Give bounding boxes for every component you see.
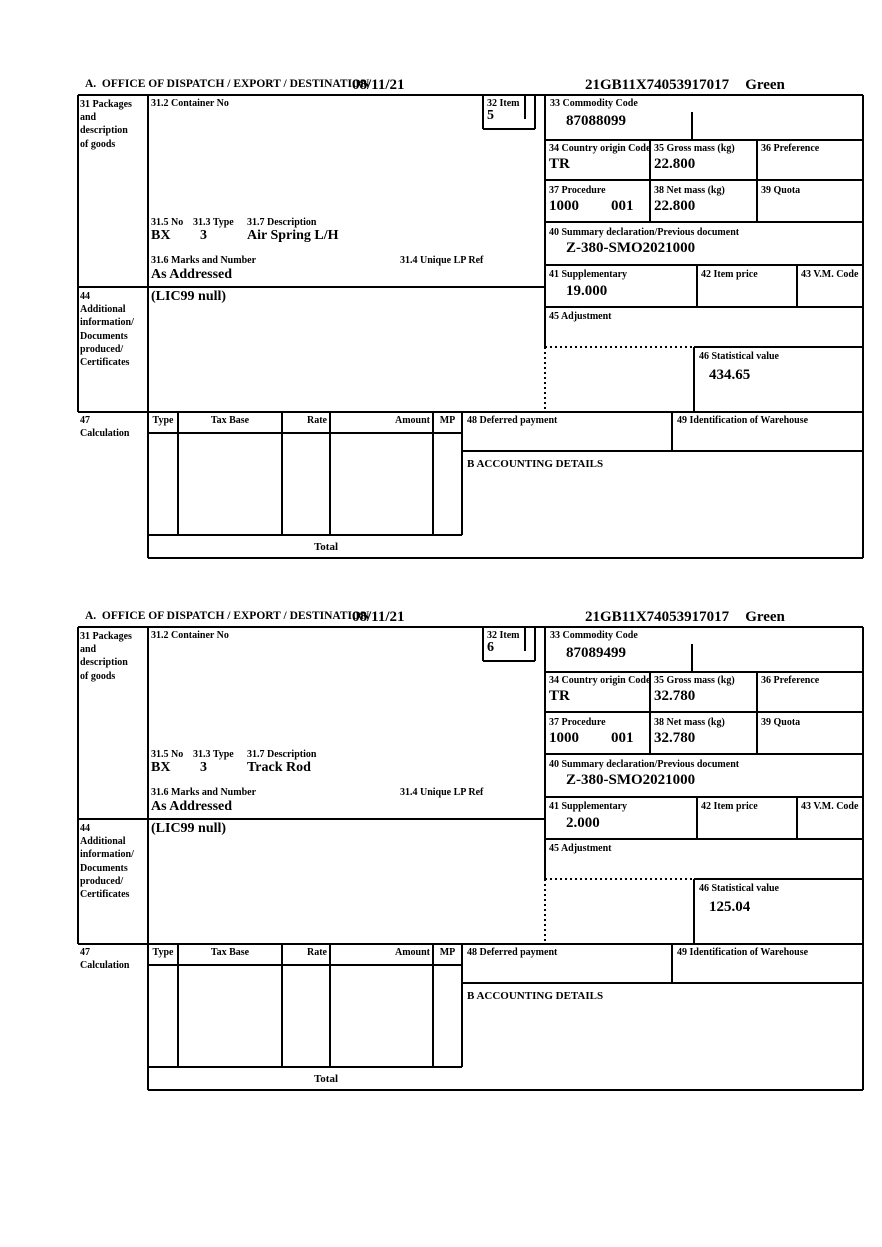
commodity-code-value: 87089499 <box>566 645 626 661</box>
dispatch-date: 08/11/21 <box>352 609 405 625</box>
statistical-value-label: 46 Statistical value <box>699 883 779 894</box>
office-of-dispatch-label: A. OFFICE OF DISPATCH / EXPORT / DESTINATION <box>85 78 370 90</box>
routing-status: Green <box>745 77 785 93</box>
summary-declaration-label: 40 Summary declaration/Previous document <box>549 759 740 770</box>
tax-rate-header: Rate <box>307 947 327 958</box>
box44-additional-info-label: 44 Additional information/ Documents produced/ Certificates <box>80 823 134 901</box>
supplementary-value: 2.000 <box>566 815 600 831</box>
tax-amount-header: Amount <box>394 947 430 958</box>
accounting-details-label: B ACCOUNTING DETAILS <box>467 458 604 470</box>
package-type-label: 31.3 Type <box>193 749 234 760</box>
net-mass-value: 22.800 <box>654 198 696 214</box>
tax-mp-header: MP <box>439 947 456 958</box>
tax-type-header: Type <box>152 947 174 958</box>
preference-label: 36 Preference <box>761 143 820 154</box>
marks-and-number-value: As Addressed <box>151 799 233 814</box>
movement-reference-number: 21GB11X74053917017 <box>585 609 730 625</box>
summary-declaration-label: 40 Summary declaration/Previous document <box>549 227 740 238</box>
tax-base-header: Tax Base <box>210 415 250 426</box>
additional-info-value: (LIC99 null) <box>151 821 227 836</box>
box47-calculation-label: 47 Calculation <box>80 415 130 440</box>
marks-and-number-label: 31.6 Marks and Number <box>151 255 257 266</box>
item-label: 32 Item <box>487 98 520 109</box>
supplementary-value: 19.000 <box>566 283 608 299</box>
procedure-value-2: 001 <box>611 730 634 746</box>
item-price-label: 42 Item price <box>701 801 758 812</box>
commodity-code-value: 87088099 <box>566 113 626 129</box>
previous-document-value: Z-380-SMO2021000 <box>566 240 696 256</box>
package-no-label: 31.5 No <box>151 749 184 760</box>
movement-reference-row <box>585 77 785 94</box>
commodity-code-label: 33 Commodity Code <box>550 98 638 109</box>
supplementary-label: 41 Supplementary <box>549 801 628 812</box>
movement-reference-number: 21GB11X74053917017 <box>585 77 730 93</box>
goods-description-value: Track Rod <box>247 760 311 775</box>
routing-status: Green <box>745 609 785 625</box>
container-no-label: 31.2 Container No <box>151 630 229 641</box>
gross-mass-label: 35 Gross mass (kg) <box>654 675 735 686</box>
tax-base-header: Tax Base <box>210 947 250 958</box>
warehouse-id-label: 49 Identification of Warehouse <box>677 947 809 958</box>
accounting-details-label: B ACCOUNTING DETAILS <box>467 990 604 1002</box>
declaration-item-section <box>0 77 882 563</box>
vm-code-label: 43 V.M. Code <box>801 801 859 812</box>
item-number-value: 5 <box>487 108 494 123</box>
warehouse-id-label: 49 Identification of Warehouse <box>677 415 809 426</box>
country-origin-label: 34 Country origin Code <box>549 143 651 154</box>
preference-label: 36 Preference <box>761 675 820 686</box>
item-label: 32 Item <box>487 630 520 641</box>
dispatch-date: 08/11/21 <box>352 77 405 93</box>
declaration-item-section <box>0 609 882 1095</box>
quota-label: 39 Quota <box>761 185 801 196</box>
adjustment-label: 45 Adjustment <box>549 843 612 854</box>
country-origin-value: TR <box>549 688 570 704</box>
box47-calculation-label: 47 Calculation <box>80 947 130 972</box>
tax-amount-header: Amount <box>394 415 430 426</box>
description-label: 31.7 Description <box>247 217 317 228</box>
procedure-label: 37 Procedure <box>549 717 606 728</box>
net-mass-label: 38 Net mass (kg) <box>654 717 725 728</box>
package-no-label: 31.5 No <box>151 217 184 228</box>
tax-type-header: Type <box>152 415 174 426</box>
country-origin-label: 34 Country origin Code <box>549 675 651 686</box>
quota-label: 39 Quota <box>761 717 801 728</box>
adjustment-label: 45 Adjustment <box>549 311 612 322</box>
country-origin-value: TR <box>549 156 570 172</box>
box31-packages-label: 31 Packages and description of goods <box>80 99 132 150</box>
deferred-payment-label: 48 Deferred payment <box>467 947 558 958</box>
marks-and-number-value: As Addressed <box>151 267 233 282</box>
marks-and-number-label: 31.6 Marks and Number <box>151 787 257 798</box>
supplementary-label: 41 Supplementary <box>549 269 628 280</box>
vm-code-label: 43 V.M. Code <box>801 269 859 280</box>
tax-rate-header: Rate <box>307 415 327 426</box>
gross-mass-label: 35 Gross mass (kg) <box>654 143 735 154</box>
package-type-label: 31.3 Type <box>193 217 234 228</box>
item-number-value: 6 <box>487 640 494 655</box>
office-of-dispatch-label: A. OFFICE OF DISPATCH / EXPORT / DESTINATION <box>85 610 370 622</box>
procedure-value-1: 1000 <box>549 198 579 214</box>
package-no-value: BX <box>151 228 171 243</box>
package-type-value: 3 <box>200 760 207 775</box>
package-no-value: BX <box>151 760 171 775</box>
gross-mass-value: 22.800 <box>654 156 696 172</box>
container-no-label: 31.2 Container No <box>151 98 229 109</box>
procedure-label: 37 Procedure <box>549 185 606 196</box>
previous-document-value: Z-380-SMO2021000 <box>566 772 696 788</box>
box31-packages-label: 31 Packages and description of goods <box>80 631 132 682</box>
procedure-value-2: 001 <box>611 198 634 214</box>
item-price-label: 42 Item price <box>701 269 758 280</box>
description-label: 31.7 Description <box>247 749 317 760</box>
tax-total-label: Total <box>313 541 339 553</box>
box44-additional-info-label: 44 Additional information/ Documents produced/ Certificates <box>80 291 134 369</box>
gross-mass-value: 32.780 <box>654 688 696 704</box>
deferred-payment-label: 48 Deferred payment <box>467 415 558 426</box>
package-type-value: 3 <box>200 228 207 243</box>
statistical-value: 434.65 <box>709 367 751 383</box>
net-mass-value: 32.780 <box>654 730 696 746</box>
additional-info-value: (LIC99 null) <box>151 289 227 304</box>
goods-description-value: Air Spring L/H <box>247 228 339 243</box>
statistical-value: 125.04 <box>709 899 751 915</box>
commodity-code-label: 33 Commodity Code <box>550 630 638 641</box>
unique-lp-ref-label: 31.4 Unique LP Ref <box>400 255 484 266</box>
tax-mp-header: MP <box>439 415 456 426</box>
tax-total-label: Total <box>313 1073 339 1085</box>
unique-lp-ref-label: 31.4 Unique LP Ref <box>400 787 484 798</box>
statistical-value-label: 46 Statistical value <box>699 351 779 362</box>
movement-reference-row <box>585 609 785 626</box>
procedure-value-1: 1000 <box>549 730 579 746</box>
net-mass-label: 38 Net mass (kg) <box>654 185 725 196</box>
